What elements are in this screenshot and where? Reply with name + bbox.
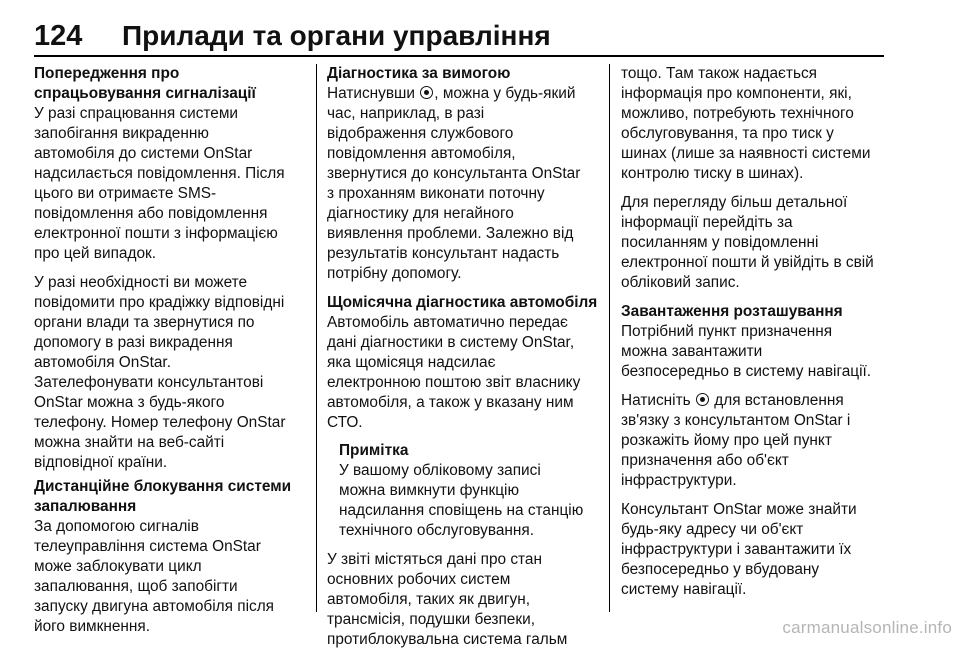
section-heading-alarm-notification: Попередження про спрацьовування сигналізації xyxy=(34,65,256,102)
paragraph-destination: Потрібний пункт призначення можна завантажити безпосередньо в систему навігації. xyxy=(621,323,872,380)
section-heading-destination-download: Завантаження розташування xyxy=(621,303,843,320)
column-divider-1 xyxy=(316,64,317,612)
column-2 xyxy=(327,64,601,648)
paragraph-details-link: Для перегляду більш детальної інформації перейдіть за посиланням у повідомленні електронної пошти й увійдіть в свій обліковий запис. xyxy=(621,194,874,291)
watermark: carmanualsonline.info xyxy=(782,618,952,637)
chapter-title: Прилади та органи управління xyxy=(122,20,551,51)
section-heading-on-demand-diagnostics: Діагностика за вимогою xyxy=(327,65,511,82)
onstar-button-icon xyxy=(696,393,709,406)
note-title: Примітка xyxy=(339,442,409,459)
paragraph-advisor-find: Консультант OnStar може знайти будь-яку адресу чи об'єкт інфраструктури і завантажити їх безпосередньо у вбудовану систему навігації. xyxy=(621,501,857,598)
column-divider-2 xyxy=(609,64,610,612)
section-heading-monthly-diagnostics: Щомісячна діагностика автомобіля xyxy=(327,294,598,311)
paragraph-alarm: У разі спрацювання системи запобігання викраденню автомобіля до системи OnStar надсилається повідомлення. Після цього ви отримаєте SMS- повідомлення або повідомлення електронної пошти з інформацією про цей випадок. xyxy=(34,105,285,262)
header-rule xyxy=(34,55,884,57)
page-header xyxy=(34,18,884,58)
paragraph-report-contents: У звіті містяться дані про стан основних робочих систем автомобіля, таких як двигун, трансмісія, подушки безпеки, протиблокувальна система гальм xyxy=(327,551,568,648)
column-3 xyxy=(621,64,893,616)
note-block: Примітка У вашому обліковому записі можна вимкнути функцію надсилання сповіщень на станцію технічного обслуговування. xyxy=(327,441,601,541)
paragraph-ignition-block: За допомогою сигналів телеуправління система OnStar може заблокувати цикл запалювання, щоб запобігти запуску двигуна автомобіля після його вимкнення. xyxy=(34,518,275,635)
section-heading-remote-ignition-block: Дистанційне блокування системи запалювання xyxy=(34,478,292,515)
column-1 xyxy=(34,64,304,635)
paragraph-report-continued: тощо. Там також надається інформація про компоненти, які, можливо, потребують технічного обслуговування, та про тиск у шинах (лише за наявності системи контролю тиску в шинах). xyxy=(621,65,871,182)
paragraph-press-button: Натисніть для встановлення зв'язку з консультантом OnStar і розкажіть йому про цей пункт призначення або об'єкт інфраструктури. xyxy=(621,392,851,489)
page-number: 124 xyxy=(34,20,83,52)
paragraph-monthly: Автомобіль автоматично передає дані діагностики в систему OnStar, яка щомісяця надсилає електронною поштою звіт власнику автомобіля, а також у вказану ним СТО. xyxy=(327,314,581,431)
paragraph-on-demand: Натиснувши , можна у будь-який час, наприклад, в разі відображення службового повідомлення автомобіля, звернутися до консультанта OnStar з проханням виконати поточну діагностику для негайного виявлення проблеми. Залежно від результатів консультант надасть потрібну допомогу. xyxy=(327,85,581,282)
paragraph-theft-report: У разі необхідності ви можете повідомити про крадіжку відповідні органи влади та звернутися по допомогу в разі викрадення автомобіля OnStar. Зателефонувати консультантові OnStar можна з будь-якого телефону. Номер телефону OnStar можна знайти на веб-сайті відповідної країни. xyxy=(34,274,286,471)
onstar-button-icon xyxy=(420,86,433,99)
